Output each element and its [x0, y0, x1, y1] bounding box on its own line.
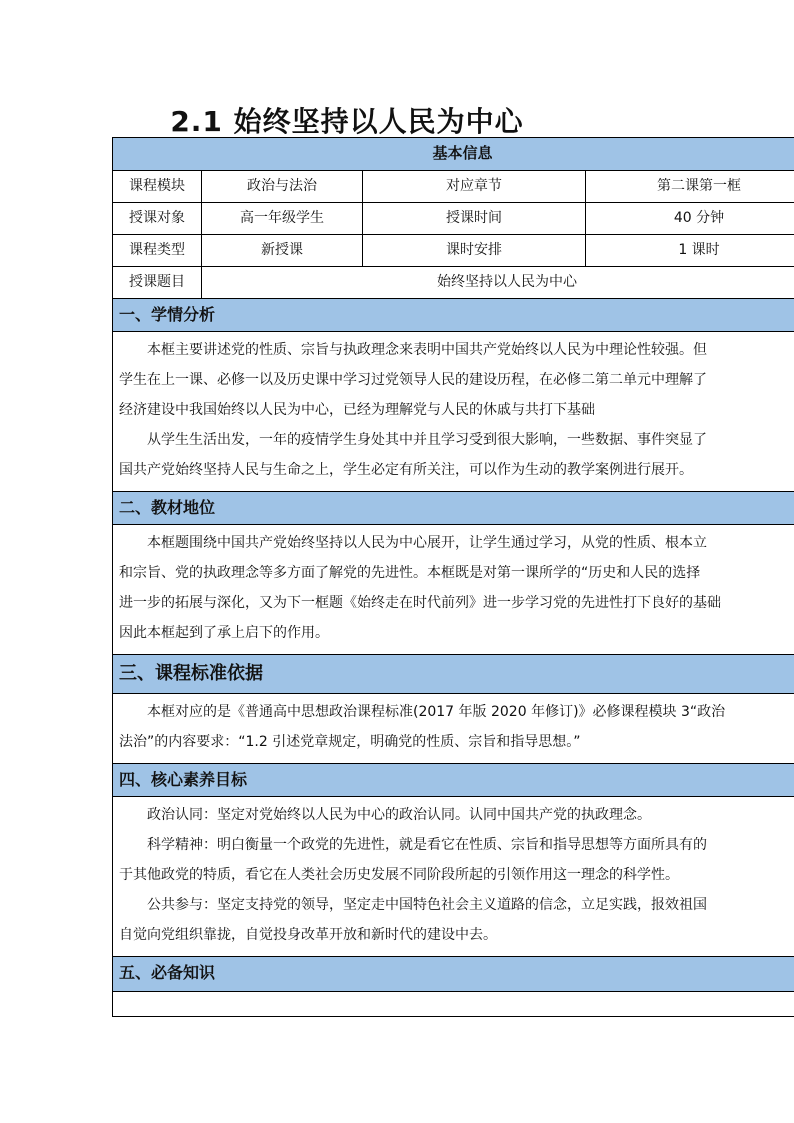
table-cell: 课时安排 [363, 235, 586, 266]
lesson-plan-table [112, 137, 794, 1017]
paragraph-line: 因此本框起到了承上启下的作用。 [119, 625, 329, 641]
table-cell: 授课时间 [363, 203, 586, 234]
paragraph-line: 政治认同：坚定对党始终以人民为中心的政治认同。认同中国共产党的执政理念。 [147, 807, 651, 823]
section-body [113, 797, 794, 957]
paragraph-line: 和宗旨、党的执政理念等多方面了解党的先进性。本框既是对第一课所学的“历史和人民的选择 [119, 565, 701, 581]
table-cell: 政治与法治 [202, 171, 363, 202]
table-cell: 授课对象 [113, 203, 202, 234]
paragraph-line: 本框主要讲述党的性质、宗旨与执政理念来表明中国共产党始终以人民为中理论性较强。但 [147, 342, 707, 358]
paragraph-line: 经济建设中我国始终以人民为中心，已经为理解党与人民的休戚与共打下基础 [119, 402, 595, 418]
basic-info-header: 基本信息 [113, 138, 794, 171]
paragraph-line: 从学生生活出发，一年的疫情学生身处其中并且学习受到很大影响，一些数据、事件突显了 [147, 432, 707, 448]
table-cell: 第二课第一框 [586, 171, 794, 202]
topic-label: 授课题目 [113, 267, 202, 298]
section-body [113, 525, 794, 655]
page-title: 2.1 始终坚持以人民为中心 [170, 105, 524, 138]
table-row [113, 267, 794, 299]
paragraph-line: 本框对应的是《普通高中思想政治课程标准(2017 年版 2020 年修订)》必修课程模块 3“政治 [147, 704, 726, 720]
section-heading: 二、教材地位 [113, 492, 794, 525]
table-cell: 高一年级学生 [202, 203, 363, 234]
section-body [113, 332, 794, 492]
paragraph-line: 自觉向党组织靠拢，自觉投身改革开放和新时代的建设中去。 [119, 927, 497, 943]
paragraph-line: 公共参与：坚定支持党的领导，坚定走中国特色社会主义道路的信念，立足实践，报效祖国 [147, 897, 707, 913]
paragraph-line: 进一步的拓展与深化，又为下一框题《始终走在时代前列》进一步学习党的先进性打下良好的基础 [119, 595, 721, 611]
paragraph-line: 本框题围绕中国共产党始终坚持以人民为中心展开，让学生通过学习，从党的性质、根本立 [147, 535, 707, 551]
section-heading: 四、核心素养目标 [113, 764, 794, 797]
table-row [113, 203, 794, 235]
table-cell: 课程类型 [113, 235, 202, 266]
topic-value: 始终坚持以人民为中心 [202, 267, 794, 298]
section-body [113, 694, 794, 764]
table-cell: 新授课 [202, 235, 363, 266]
table-cell: 40 分钟 [586, 203, 794, 234]
table-cell: 课程模块 [113, 171, 202, 202]
section-heading: 三、课程标准依据 [113, 655, 794, 694]
paragraph-line: 国共产党始终坚持人民与生命之上，学生必定有所关注，可以作为生动的教学案例进行展开。 [119, 462, 693, 478]
paragraph-line: 科学精神：明白衡量一个政党的先进性，就是看它在性质、宗旨和指导思想等方面所具有的 [147, 837, 707, 853]
paragraph-line: 法治”的内容要求：“1.2 引述党章规定，明确党的性质、宗旨和指导思想。” [119, 734, 581, 750]
table-row [113, 235, 794, 267]
table-cell: 对应章节 [363, 171, 586, 202]
section-heading: 五、必备知识 [113, 957, 794, 992]
table-row [113, 171, 794, 203]
section-heading: 一、学情分析 [113, 299, 794, 332]
table-cell: 1 课时 [586, 235, 794, 266]
section-body [113, 992, 794, 1017]
paragraph-line: 学生在上一课、必修一以及历史课中学习过党领导人民的建设历程，在必修二第二单元中理解了 [119, 372, 707, 388]
paragraph-line: 于其他政党的特质，看它在人类社会历史发展不同阶段所起的引领作用这一理念的科学性。 [119, 867, 679, 883]
